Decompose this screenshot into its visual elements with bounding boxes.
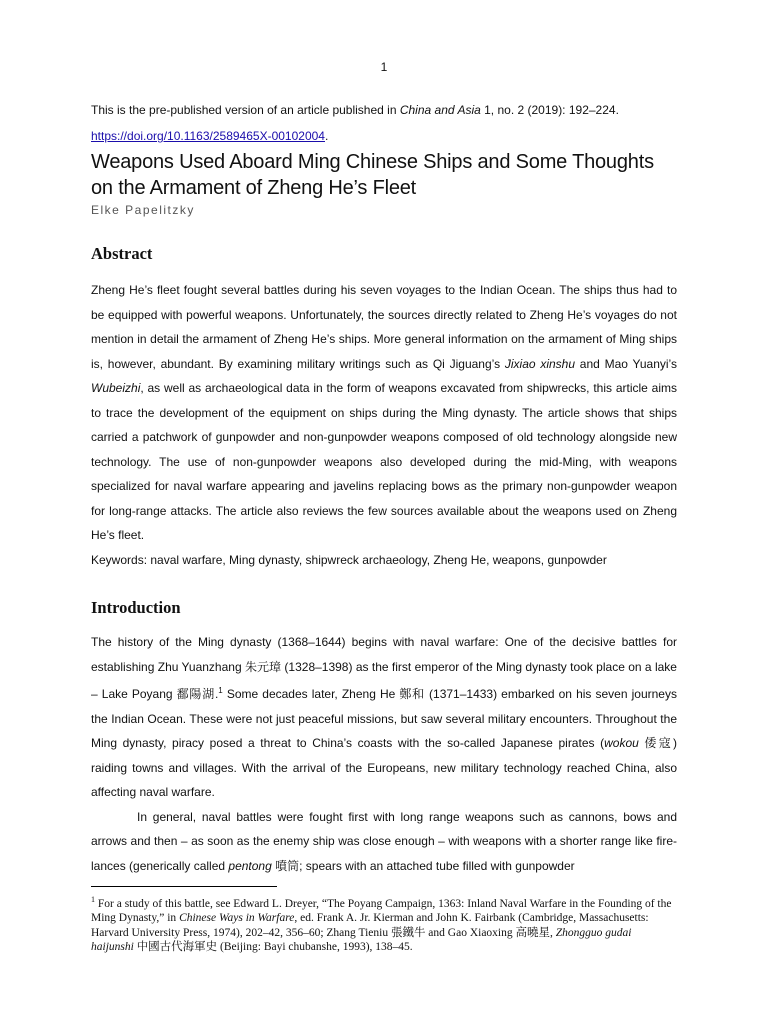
intro-text: (1371–1433) embarked on his seven journeys the Indian Ocean. These were not just peaceful missions, but saw several military encounters. Throughout the Ming dynasty, piracy posed a threat to China’s coasts with the so-called Japanese pirates ( xyxy=(91,687,677,750)
intro-text: In general, naval battles were fought first with long range weapons such as cannons, bows and arrows and then – as soon as the enemy ship was close enough – with weapons with a shorter range like fire-lances (generically called xyxy=(91,809,677,873)
doi-period: . xyxy=(324,129,329,143)
footnote-divider xyxy=(91,886,277,887)
article-author: Elke Papelitzky xyxy=(91,203,195,217)
intro-text: Some decades later, Zheng He xyxy=(222,687,400,701)
footnote-text: 中國古代海軍史 (Beijing: Bayi chubanshe, 1993), 138–45. xyxy=(133,941,413,954)
introduction-heading: Introduction xyxy=(91,598,181,617)
footnote-text: For a study of this battle, see Edward L. Dreyer, “The Poyang Campaign, 1363: Inland Naval Warfare in the Founding of the Ming Dynasty,” in xyxy=(91,897,672,925)
chinese-zhu-yuanzhang: 朱元璋 xyxy=(244,659,282,674)
abstract-text-2: and Mao Yuanyi’s xyxy=(575,356,677,371)
footnote-1 xyxy=(91,893,677,955)
footnote-text: , ed. Frank A. Jr. Kierman and John K. Fairbank (Cambridge, Massachusetts: Harvard University Press, 1974), 202–42, 356–60; Zhang Tieniu 張鐵牛 and Gao Xiaoxing 高曉星, xyxy=(91,912,649,939)
chinese-wokou: 倭寇 xyxy=(638,736,673,750)
abstract-text-1: Zheng He’s fleet fought several battles during his seven voyages to the Indian Ocean. The ships thus had to be equipped with powerful weapons. Unfortunately, the sources directly related to Zheng He’s voyages do not mention in detail the armament of Zheng He’s ships. More general information on the armament of Ming ships is, however, abundant. By examining military writings such as Qi Jiguang’s xyxy=(91,283,677,371)
intro-text: ; spears with an attached tube filled with gunpowder xyxy=(299,858,575,873)
intro-text: (1328–1398) as the first emperor of the Ming dynasty took place on a lake – Lake Poyang xyxy=(91,659,677,701)
page-number: 1 xyxy=(380,60,388,74)
chinese-lake-poyang: 鄱陽湖 xyxy=(176,687,215,701)
title-jixiao-xinshu: Jixiao xinshu xyxy=(504,356,576,371)
book-title: Chinese Ways in Warfare xyxy=(179,912,295,925)
abstract-paragraph xyxy=(91,278,677,548)
doi-link[interactable]: https://doi.org/10.1163/2589465X-00102004 xyxy=(91,129,325,143)
main-content xyxy=(91,97,677,878)
intro-paragraph-1 xyxy=(91,630,677,805)
intro-text: The history of the Ming dynasty (1368–1644) begins with naval warfare: One of the decisive battles for establishing Zhu Yuanzhang xyxy=(91,635,677,674)
prepublication-note xyxy=(91,97,677,149)
book-title: Zhongguo gudai haijunshi xyxy=(91,926,632,954)
chinese-zheng-he: 鄭和 xyxy=(399,687,425,701)
intro-paragraph-2 xyxy=(91,805,677,879)
intro-text: ) raiding towns and villages. With the arrival of the Europeans, new military technology reached China, also affecting naval warfare. xyxy=(91,736,677,799)
chinese-pentong: 噴筒 xyxy=(271,858,300,873)
article-title: Weapons Used Aboard Ming Chinese Ships and Some Thoughts on the Armament of Zheng He’s Fleet xyxy=(91,151,654,199)
journal-name: China and Asia xyxy=(399,103,481,117)
footnote-ref-1[interactable]: 1 xyxy=(218,686,223,695)
footnote-number: 1 xyxy=(91,895,95,904)
abstract-text-3: , as well as archaeological data in the form of weapons excavated from shipwrecks, this article aims to trace the development of the equipment on ships during the Ming dynasty. The article shows that ships carried a patchwork of gunpowder and non-gunpowder weapons composed of old technology alongside new technology. The use of non-gunpowder weapons also developed during the mid-Ming, with weapons specialized for naval warfare appearing and javelins replacing bows as the primary non-gunpowder weapon for long-range attacks. The article also reviews the few sources available about the weapons used on Zheng He’s fleet. xyxy=(91,381,677,542)
prepub-lead: This is the pre-published version of an article published in xyxy=(91,103,400,117)
term-wokou: wokou xyxy=(604,736,639,750)
intro-text: . xyxy=(214,687,219,701)
keywords: Keywords: naval warfare, Ming dynasty, shipwreck archaeology, Zheng He, weapons, gunpowder xyxy=(91,552,607,567)
term-pentong: pentong xyxy=(228,858,272,873)
abstract-heading: Abstract xyxy=(91,244,153,263)
title-wubeizhi: Wubeizhi xyxy=(91,381,141,395)
prepub-citation: 1, no. 2 (2019): 192–224. xyxy=(480,103,619,117)
